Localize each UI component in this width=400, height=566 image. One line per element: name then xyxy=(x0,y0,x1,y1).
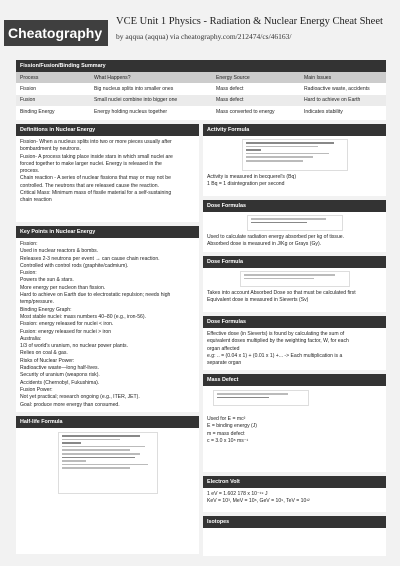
table-row xyxy=(16,106,386,117)
text-line: Fusion- A process taking place inside stars in which small nuclei are xyxy=(20,153,173,160)
text-line: More energy per nucleon than fission. xyxy=(20,284,106,291)
column-header: Process xyxy=(16,72,90,83)
text-line: Chain reaction - A series of nuclear fissions that may or may not be xyxy=(20,175,171,182)
table-row xyxy=(16,83,386,94)
page-header xyxy=(0,0,400,56)
table-cell: Energy holding nucleus together xyxy=(94,108,168,115)
text-line: e.g: .. = (0.04 x 1) + (0.01 x 1) +... -> Each multiplication is a xyxy=(207,352,343,359)
text-line: Security of uranium (weapons risk). xyxy=(20,372,100,379)
text-line: temp/pressure. xyxy=(20,299,54,306)
table-cell: Indicates stability xyxy=(304,108,343,115)
page-footer xyxy=(0,556,400,566)
summary-section xyxy=(16,60,386,120)
text-line: Fusion: energy released for nuclei > iron xyxy=(20,328,112,335)
isotopes-section xyxy=(203,516,386,556)
text-line: Used for E = mc² xyxy=(207,416,246,422)
page-title: VCE Unit 1 Physics - Radiation & Nuclear Energy Cheat Sheet xyxy=(116,16,383,27)
table-cell: Mass converted to energy xyxy=(216,108,275,115)
text-line: Effective dose (in Sieverts) is found by calculating the sum of xyxy=(207,331,345,337)
text-line: m = mass defect xyxy=(207,430,245,437)
text-line: controlled. The neutrons that are released cause the reaction. xyxy=(20,182,159,189)
text-line: c = 3.0 x 10⁸ ms⁻¹ xyxy=(207,437,249,444)
text-line: Most stable nuclei: mass numbers 40–80 (e.g., iron-56). xyxy=(20,313,146,320)
text-line: 1/3 of world's uranium, no nuclear power plants. xyxy=(20,343,128,350)
mass-defect-section xyxy=(203,374,386,472)
dose-formulas-section xyxy=(203,200,386,252)
text-line: organ affected xyxy=(207,345,240,352)
isotopes-heading: Isotopes xyxy=(203,516,386,528)
table-header-row xyxy=(16,72,386,83)
text-line: KeV = 10³, MeV = 10⁶, GeV = 10⁹, TeV = 10¹² xyxy=(207,498,310,505)
text-line: bombardment by neutrons. xyxy=(20,146,81,153)
effective-dose-body xyxy=(203,328,386,370)
text-line: 1 Bq = 1 disintegration per second xyxy=(207,181,285,188)
effective-dose-section xyxy=(203,316,386,370)
text-line: forced together to make larger nuclei. Energy is released in the xyxy=(20,160,162,167)
mass-defect-formula-image xyxy=(213,390,309,406)
definitions-section xyxy=(16,124,199,222)
equivalent-dose-formula-image xyxy=(240,271,350,287)
table-cell: Fission xyxy=(20,85,37,92)
text-line: Radioactive waste—long half-lives. xyxy=(20,365,99,372)
table-cell: Big nucleus splits into smaller ones xyxy=(94,85,174,92)
text-line: Used in nuclear reactors & bombs. xyxy=(20,248,99,255)
text-line: Not yet practical; research ongoing (e.g., ITER, JET). xyxy=(20,394,140,401)
text-line: Absorbed dose is measured in J/Kg or Grays (Gy). xyxy=(207,241,322,248)
dose-formula-body xyxy=(203,287,386,308)
definitions-heading: Definitions in Nuclear Energy xyxy=(16,124,199,136)
column-header: Energy Source xyxy=(212,72,300,83)
table-cell: Binding Energy xyxy=(20,108,55,115)
electron-volt-section xyxy=(203,476,386,512)
keypoints-body xyxy=(16,238,199,412)
text-line: process. xyxy=(20,168,40,175)
text-line: Fission: xyxy=(20,241,38,247)
text-line: Controlled with control rods (graphite/cadmium). xyxy=(20,262,129,269)
text-line: 1 eV = 1.602 178 x 10⁻¹⁹ J xyxy=(207,491,268,497)
table-cell: Mass defect xyxy=(212,95,300,106)
column-header: What Happens? xyxy=(90,72,212,83)
text-line: E = binding energy (J) xyxy=(207,423,257,430)
table-cell: Radioactive waste, accidents xyxy=(304,85,370,92)
dose-formula-section xyxy=(203,256,386,312)
activity-section xyxy=(203,124,386,196)
summary-heading: Fission/Fusion/Binding Summary xyxy=(16,60,386,72)
table-row xyxy=(16,95,386,106)
dose-formulas-heading: Dose Formulas xyxy=(203,200,386,212)
text-line: Accidents (Chernobyl, Fukushima). xyxy=(20,379,100,386)
table-cell: Fusion xyxy=(16,95,90,106)
text-line: Fission: energy released for nuclei < iron. xyxy=(20,321,114,328)
keypoints-heading: Key Points in Nuclear Energy xyxy=(16,226,199,238)
cheatography-logo[interactable]: Cheatography xyxy=(4,20,108,46)
text-line: Goal: produce more energy than consumed. xyxy=(20,401,120,408)
keypoints-section xyxy=(16,226,199,412)
effective-dose-heading: Dose Formulas xyxy=(203,316,386,328)
text-line: Binding Energy Graph: xyxy=(20,306,72,313)
text-line: Fusion Power: xyxy=(20,386,53,393)
text-line: Powers the sun & stars. xyxy=(20,277,74,284)
text-line: Relies on coal & gas. xyxy=(20,350,68,357)
halflife-formula-image xyxy=(58,432,158,494)
text-line: equivalent doses multiplied by the weighting factor, W, for each xyxy=(207,338,349,345)
column-header: Main Issues xyxy=(300,72,386,83)
text-line: Fusion: xyxy=(20,270,37,277)
absorbed-dose-formula-image xyxy=(247,215,343,231)
definitions-body xyxy=(16,136,199,208)
electron-volt-body xyxy=(203,488,386,509)
dose-formulas-body xyxy=(203,231,386,252)
page-subtitle[interactable]: by aqqua (aqqua) via cheatography.com/212474/cs/46163/ xyxy=(116,32,292,41)
dose-formula-heading: Dose Formula xyxy=(203,256,386,268)
text-line: Fission- When a nucleus splits into two or more pieces usually after xyxy=(20,139,172,145)
table-cell: Small nuclei combine into bigger one xyxy=(90,95,212,106)
activity-formula-image xyxy=(242,139,348,171)
text-line: Equivalent dose is measured in Sieverts (Sv) xyxy=(207,297,309,304)
activity-body xyxy=(203,171,386,192)
text-line: Hard to achieve on Earth due to electrostatic repulsion; needs high xyxy=(20,292,171,299)
text-line: Activity is measured in becquerel's (Bq) xyxy=(207,174,297,180)
text-line: Risks of Nuclear Power: xyxy=(20,357,75,364)
electron-volt-heading: Electron Volt xyxy=(203,476,386,488)
mass-defect-body xyxy=(203,406,386,448)
text-line: Takes into account Absorbed Dose so that must be calculated first xyxy=(207,290,356,296)
text-line: separate organ xyxy=(207,360,242,367)
mass-defect-heading: Mass Defect xyxy=(203,374,386,386)
activity-heading: Activity Formula xyxy=(203,124,386,136)
text-line: chain reaction xyxy=(20,197,52,204)
text-line: Australia: xyxy=(20,335,42,342)
text-line: Critical Mass: Minimum mass of fissile material for a self-sustaining xyxy=(20,190,172,197)
table-cell: Mass defect xyxy=(216,85,244,92)
text-line: Used to calculate radiation energy absorbed per kg of tissue. xyxy=(207,234,345,240)
halflife-heading: Half-life Formula xyxy=(16,416,199,428)
halflife-section xyxy=(16,416,199,554)
summary-table xyxy=(16,72,386,117)
text-line: Releases 2-3 neutrons per event → can cause chain reaction. xyxy=(20,255,160,262)
table-cell: Hard to achieve on Earth xyxy=(300,95,386,106)
